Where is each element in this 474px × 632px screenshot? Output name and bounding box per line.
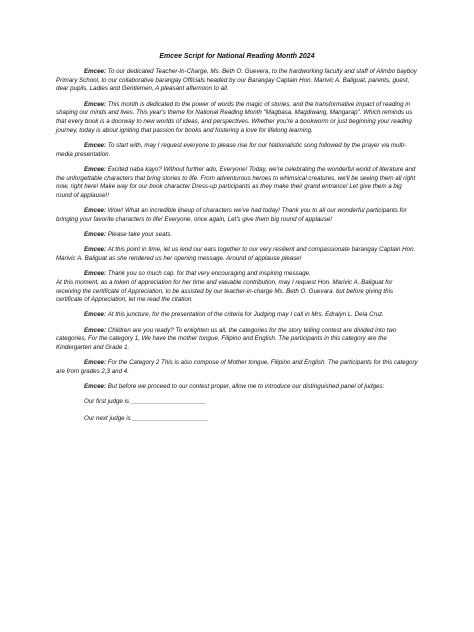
paragraph-text: Please take your seats. bbox=[107, 231, 173, 239]
speaker-label: Emcee: bbox=[84, 165, 107, 173]
paragraph-anthem bbox=[56, 142, 418, 159]
paragraph-text: Children are you ready? To enlighten us all, the categories for the story telling contest are divided into two categories, For the category 1, We have the mother tongue, Filipino and English. The participants in this category are the Kindergarten and Grade 1. bbox=[56, 326, 397, 352]
speaker-label: Emcee: bbox=[84, 231, 107, 239]
paragraph-text: At this point in time, let us lend our ears together to our very resilient and compassionate barangay Captain Hon. Marivic A. Baliguat as she rendered us her opening message. Around of applause please! bbox=[56, 246, 416, 262]
speaker-label: Emcee: bbox=[84, 270, 107, 278]
paragraph-seats bbox=[56, 231, 418, 240]
paragraph-welcome bbox=[56, 68, 418, 94]
speaker-label: Emcee: bbox=[84, 100, 107, 108]
paragraph-text: At this juncture, for the presentation of the criteria for Judging may I call in Mrs. Edralyn L. Dela Cruz. bbox=[107, 311, 384, 319]
speaker-label: Emcee: bbox=[84, 207, 107, 215]
paragraph-criteria bbox=[56, 311, 418, 320]
paragraph-certificate bbox=[56, 270, 418, 305]
paragraph-judges-intro bbox=[56, 383, 418, 392]
paragraph-text: This month is dedicated to the power of words the magic of stories, and the transformative impact of reading in shaping our minds and lives. This year's theme for National Reading Month "Magbasa, Magdiwang, Mangarap". Which reminds us that every book is a doorway to new worlds of ideas, and perspectives. Whether you're a bookworm or just beginning your reading journey, today is about igniting that passion for books and fostering a love for lifelong learning. bbox=[56, 100, 413, 134]
paragraph-text: To our dedicated Teacher-In-Charge, Ms. Beth O. Guevera, to the hardworking faculty and staff of Alimbo bayboy Primary School, to our collaborative barangay Officials headed by our Barangay Captain Hon. Marivic A. Baliguat, parents, guest, dear pupils, Ladies and Gentlemen, A pleasant afternoon to all. bbox=[56, 68, 417, 93]
speaker-label: Emcee: bbox=[84, 326, 107, 334]
paragraph-opening-message bbox=[56, 246, 418, 263]
first-judge-line: Our first judge is ______________________ bbox=[84, 398, 207, 406]
speaker-label: Emcee: bbox=[84, 246, 107, 254]
paragraph-text: Thank you so much cap. for that very encouraging and inspiring message. bbox=[107, 270, 311, 278]
paragraph-theme bbox=[56, 101, 418, 136]
paragraph-thanks-participants bbox=[56, 207, 418, 224]
paragraph-category-2 bbox=[56, 359, 418, 376]
paragraph-category-1 bbox=[56, 327, 418, 353]
document-title: Emcee Script for National Reading Month 2024 bbox=[159, 53, 315, 60]
paragraph-text: For the Category 2 This is also compose of Mother tongue, Filipino and English. The participants for this category are from grades 2,3 and 4. bbox=[56, 359, 418, 375]
paragraph-text: Wow! What an incredible lineup of characters we've had today! Thank you to all our wonderful participants for bringing your favorite characters to life! Everyone, once again, Let's give them big round of applause! bbox=[56, 207, 407, 223]
next-judge-line: Our next judge is ______________________ bbox=[84, 415, 209, 423]
paragraph-parade bbox=[56, 166, 418, 201]
paragraph-text: But before we proceed to our contest proper, allow me to introduce our distinguished panel of judges: bbox=[107, 383, 385, 391]
paragraph-text: Excited naba kayo? Without further ado, Everyone! Today, we're celebrating the wonderful world of literature and the unforgettable characters that bring stories to life. From adventurous heroes to whimsical creatures, we'll be seeing them all right now, right here! Make way for our book character Dress-up participants as they make their grand entrance! Let give them a big round of applause!! bbox=[56, 165, 416, 199]
speaker-label: Emcee: bbox=[84, 359, 107, 367]
speaker-label: Emcee: bbox=[84, 141, 107, 149]
speaker-label: Emcee: bbox=[84, 383, 107, 391]
paragraph-text: To start with, may I request everyone to please rise for our Nationalistic song followed by the prayer via multi-media presentation. bbox=[56, 141, 407, 158]
speaker-label: Emcee: bbox=[84, 68, 107, 75]
speaker-label: Emcee: bbox=[84, 311, 107, 319]
paragraph-continuation: At this moment, as a token of appreciation for her time and valuable contribution, may I request Hon. Marivic A. Baliguat for receiving the certificate of Appreciation, to be assisted by our teacher-in-charge Ms. Beth O. Guevara. but before giving this certificate of Appreciation, let me read the citation. bbox=[56, 278, 394, 304]
